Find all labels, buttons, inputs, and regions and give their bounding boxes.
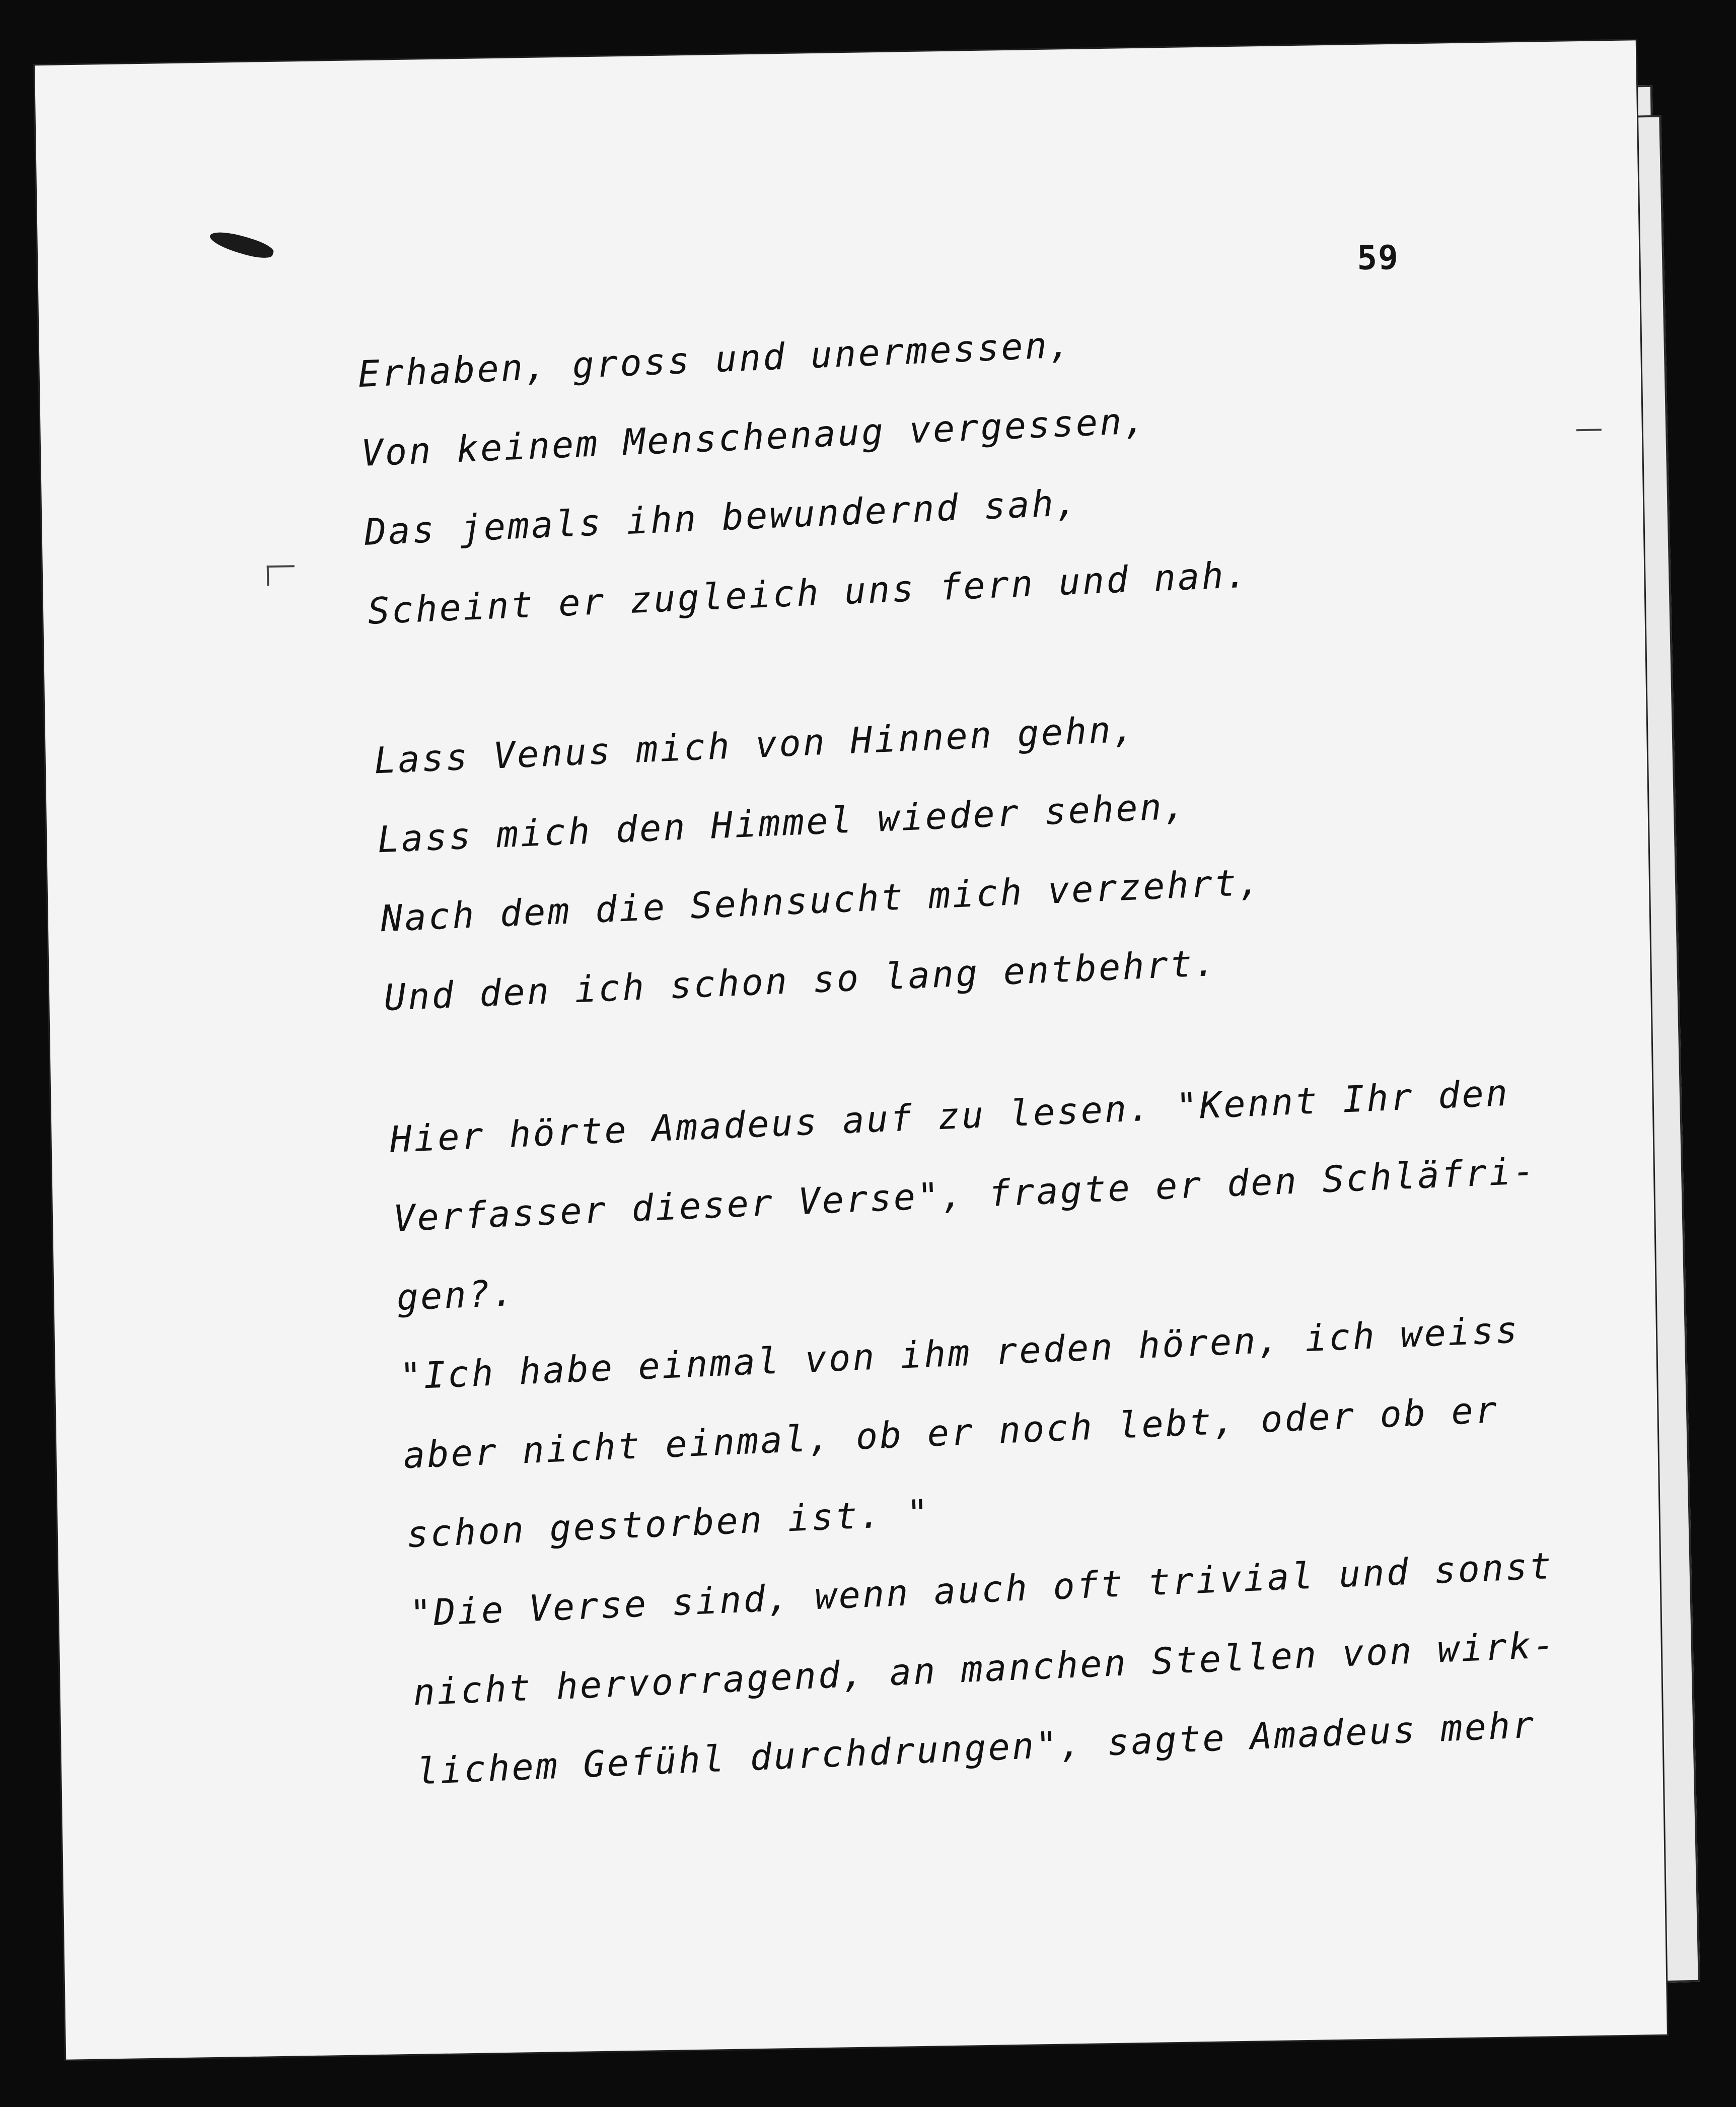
typewritten-page (35, 40, 1667, 2059)
stray-mark (267, 565, 295, 568)
prose-line: nicht hervorragend, an manchen Stellen von wirk- (412, 1623, 1558, 1714)
prose-line: "Ich habe einmal von ihm reden hören, ich weiss (399, 1308, 1521, 1398)
poem-line: Lass Venus mich von Hinnen gehn, (373, 708, 1137, 782)
document-body (356, 283, 1656, 1811)
poem-stanza-2 (373, 670, 1623, 1037)
prose-paragraphs (388, 1048, 1655, 1811)
poem-stanza-1 (356, 283, 1607, 651)
prose-line: "Die Verse sind, wenn auch oft trivial und sonst (409, 1544, 1554, 1635)
poem-line: Lass mich den Himmel wieder sehen, (376, 785, 1188, 861)
prose-line: Hier hörte Amadeus auf zu lesen. "Kennt Ihr den (389, 1071, 1510, 1161)
poem-line: Das jemals ihn bewundernd sah, (364, 481, 1080, 553)
page-number: 59 (1356, 238, 1400, 278)
poem-line: Nach dem die Sehnsucht mich verzehrt, (380, 860, 1263, 940)
poem-line: Erhaben, gross und unermessen, (357, 323, 1073, 396)
poem-line: Scheint er zugleich uns fern und nah. (367, 553, 1250, 633)
poem-line: Und den ich schon so lang entbehrt. (383, 941, 1219, 1019)
prose-line: lichem Gefühl durchdrungen", sagte Amadeus mehr (415, 1703, 1537, 1793)
poem-line: Von keinem Menschenaug vergessen, (360, 399, 1148, 475)
stray-mark (267, 566, 269, 586)
prose-line: gen?. (395, 1271, 517, 1319)
prose-line: Verfasser dieser Verse", fragte er den Schläfri- (392, 1149, 1538, 1240)
ink-smudge (208, 227, 275, 262)
prose-line: schon gestorben ist. " (405, 1491, 931, 1556)
prose-line: aber nicht einmal, ob er noch lebt, oder ob er (402, 1388, 1500, 1477)
